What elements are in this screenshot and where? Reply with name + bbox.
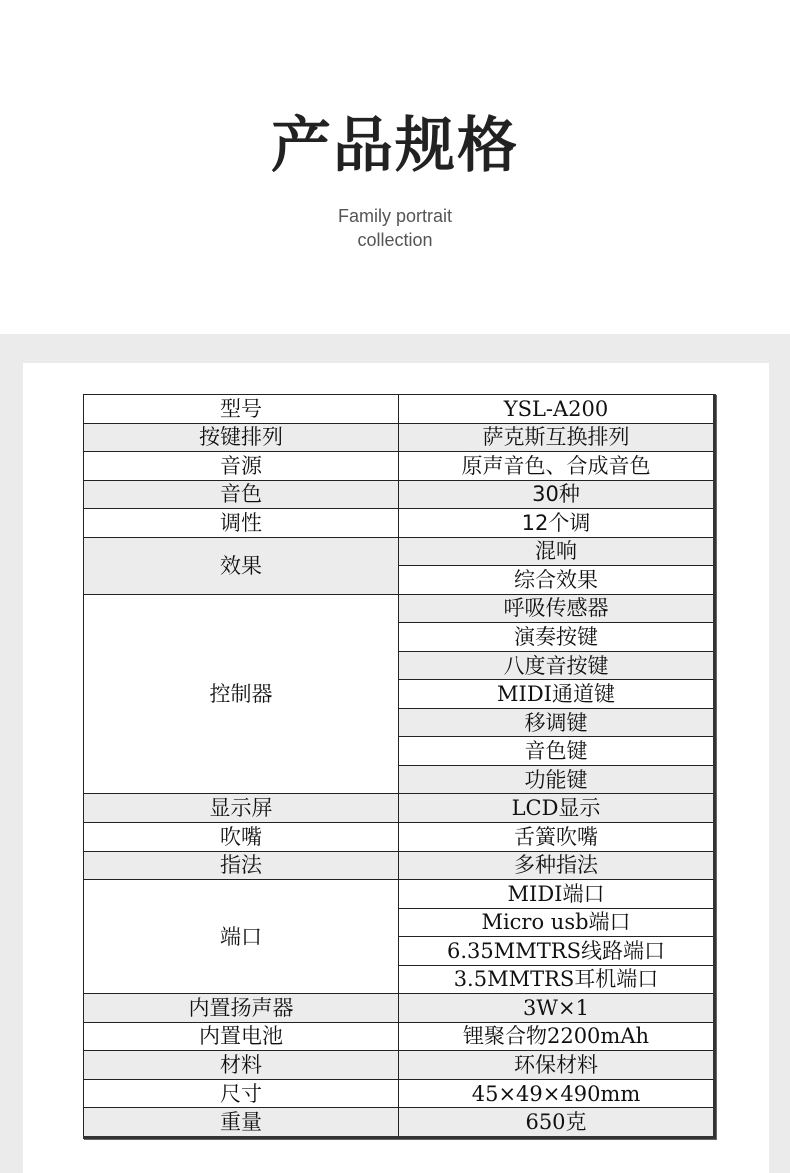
- spec-value: 45×49×490mm: [399, 1079, 715, 1108]
- spec-label: 端口: [84, 880, 399, 994]
- spec-label: 按键排列: [84, 423, 399, 452]
- table-row: [84, 822, 715, 851]
- spec-value: 呼吸传感器: [399, 594, 715, 623]
- table-row: [84, 880, 715, 909]
- table-row: [84, 794, 715, 823]
- spec-label: 效果: [84, 537, 399, 594]
- spec-label: 材料: [84, 1051, 399, 1080]
- page-subtitle: [0, 204, 790, 252]
- table-row: [84, 594, 715, 623]
- table-row: [84, 1108, 715, 1138]
- spec-value: 6.35MMTRS线路端口: [399, 937, 715, 966]
- spec-value: YSL-A200: [399, 395, 715, 424]
- spec-label: 内置扬声器: [84, 994, 399, 1023]
- spec-value: 锂聚合物2200mAh: [399, 1022, 715, 1051]
- spec-label: 音源: [84, 452, 399, 481]
- table-row: [84, 994, 715, 1023]
- spec-value: 综合效果: [399, 566, 715, 595]
- section-header: [0, 0, 790, 334]
- subtitle-line-1: Family portrait: [337, 206, 453, 226]
- spec-label: 吹嘴: [84, 822, 399, 851]
- table-row: [84, 537, 715, 566]
- spec-value: 30种: [399, 480, 715, 509]
- spec-label: 音色: [84, 480, 399, 509]
- spec-value: 12个调: [399, 509, 715, 538]
- table-row: [84, 509, 715, 538]
- spec-label: 指法: [84, 851, 399, 880]
- spec-value: 萨克斯互换排列: [399, 423, 715, 452]
- spec-value: 环保材料: [399, 1051, 715, 1080]
- spec-value: 3.5MMTRS耳机端口: [399, 965, 715, 994]
- spec-value: LCD显示: [399, 794, 715, 823]
- page-title: 产品规格: [271, 111, 519, 181]
- spec-value: 八度音按键: [399, 651, 715, 680]
- table-row: [84, 452, 715, 481]
- spec-label: 显示屏: [84, 794, 399, 823]
- spec-label: 型号: [84, 395, 399, 424]
- spec-value: 移调键: [399, 708, 715, 737]
- spec-label: 调性: [84, 509, 399, 538]
- subtitle-line-2: collection: [357, 230, 433, 250]
- spec-table: [83, 394, 716, 1139]
- table-row: [84, 1079, 715, 1108]
- spec-value: 650克: [399, 1108, 715, 1138]
- spec-label: 重量: [84, 1108, 399, 1138]
- spec-value: 舌簧吹嘴: [399, 822, 715, 851]
- spec-value: 音色键: [399, 737, 715, 766]
- spec-value: MIDI端口: [399, 880, 715, 909]
- table-row: [84, 851, 715, 880]
- spec-value: 功能键: [399, 765, 715, 794]
- spec-value: 混响: [399, 537, 715, 566]
- table-row: [84, 395, 715, 424]
- table-row: [84, 1022, 715, 1051]
- spec-value: 原声音色、合成音色: [399, 452, 715, 481]
- spec-value: MIDI通道键: [399, 680, 715, 709]
- spec-label: 尺寸: [84, 1079, 399, 1108]
- table-row: [84, 1051, 715, 1080]
- spec-value: 3W×1: [399, 994, 715, 1023]
- spec-value: 演奏按键: [399, 623, 715, 652]
- spec-label: 内置电池: [84, 1022, 399, 1051]
- spec-label: 控制器: [84, 594, 399, 794]
- table-row: [84, 480, 715, 509]
- spec-value: Micro usb端口: [399, 908, 715, 937]
- table-row: [84, 423, 715, 452]
- spec-value: 多种指法: [399, 851, 715, 880]
